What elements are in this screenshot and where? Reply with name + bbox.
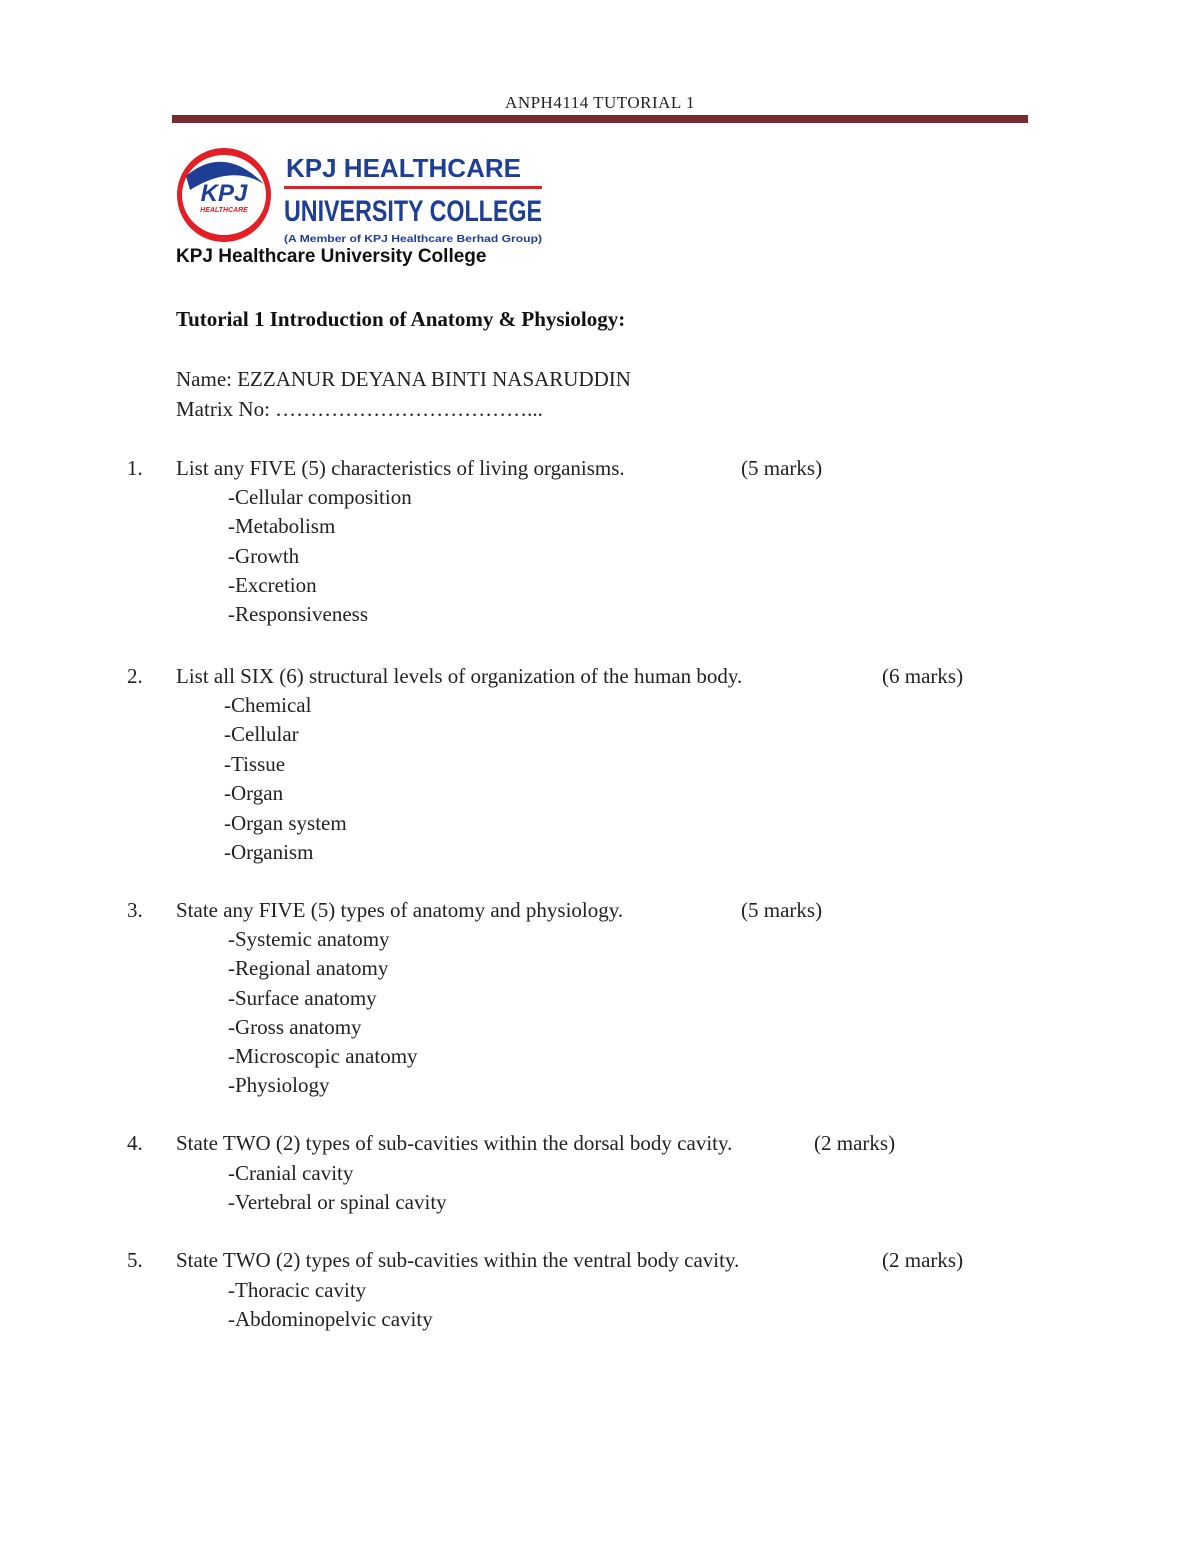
answer-item: -Physiology xyxy=(228,1073,330,1097)
kpj-logo xyxy=(172,146,552,246)
student-name: Name: EZZANUR DEYANA BINTI NASARUDDIN xyxy=(176,367,631,391)
question-text: State TWO (2) types of sub-cavities within the ventral body cavity. xyxy=(176,1248,740,1272)
matrix-number: Matrix No: ………………………………... xyxy=(176,397,543,421)
answer-item: -Growth xyxy=(228,544,300,568)
answer-item: -Regional anatomy xyxy=(228,956,389,980)
answer-item: -Systemic anatomy xyxy=(228,927,390,951)
answer-item: -Vertebral or spinal cavity xyxy=(228,1190,447,1214)
course-code-header: ANPH4114 TUTORIAL 1 xyxy=(505,93,695,112)
answer-item: -Organism xyxy=(224,840,314,864)
header-divider xyxy=(172,115,1028,123)
logo-red-rule xyxy=(284,186,542,189)
college-caption: KPJ Healthcare University College xyxy=(176,246,487,267)
logo-wordmark-line3: (A Member of KPJ Healthcare Berhad Group) xyxy=(284,233,542,245)
question-text: State any FIVE (5) types of anatomy and physiology. xyxy=(176,898,624,922)
question-text: List all SIX (6) structural levels of organization of the human body. xyxy=(176,664,743,688)
answer-item: -Chemical xyxy=(224,693,312,717)
answer-item: -Abdominopelvic cavity xyxy=(228,1307,433,1331)
question-number: 3. xyxy=(127,898,143,922)
logo-emblem-subtext: HEALTHCARE xyxy=(200,207,248,214)
answer-item: -Organ system xyxy=(224,811,347,835)
question-marks: (5 marks) xyxy=(741,456,823,480)
question-marks: (2 marks) xyxy=(814,1131,896,1155)
answer-item: -Surface anatomy xyxy=(228,986,377,1010)
question-marks: (5 marks) xyxy=(741,898,823,922)
answer-item: -Metabolism xyxy=(228,514,336,538)
answer-item: -Responsiveness xyxy=(228,602,368,626)
question-marks: (2 marks) xyxy=(882,1248,964,1272)
answer-item: -Tissue xyxy=(224,752,286,776)
question-number: 2. xyxy=(127,664,143,688)
answer-item: -Microscopic anatomy xyxy=(228,1044,418,1068)
answer-item: -Cranial cavity xyxy=(228,1161,354,1185)
question-text: List any FIVE (5) characteristics of living organisms. xyxy=(176,456,625,480)
logo-emblem-text: KPJ xyxy=(200,180,248,207)
answer-item: -Excretion xyxy=(228,573,317,597)
question-marks: (6 marks) xyxy=(882,664,964,688)
answer-item: -Gross anatomy xyxy=(228,1015,362,1039)
question-number: 5. xyxy=(127,1248,143,1272)
logo-wordmark-line1: KPJ HEALTHCARE xyxy=(286,153,521,183)
answer-item: -Cellular composition xyxy=(228,485,412,509)
answer-item: -Organ xyxy=(224,781,284,805)
question-number: 4. xyxy=(127,1131,143,1155)
tutorial-title: Tutorial 1 Introduction of Anatomy & Physiology: xyxy=(176,307,626,331)
answer-item: -Cellular xyxy=(224,722,299,746)
logo-wordmark-line2: UNIVERSITY COLLEGE xyxy=(284,195,542,228)
question-text: State TWO (2) types of sub-cavities within the dorsal body cavity. xyxy=(176,1131,733,1155)
question-number: 1. xyxy=(127,456,143,480)
answer-item: -Thoracic cavity xyxy=(228,1278,367,1302)
